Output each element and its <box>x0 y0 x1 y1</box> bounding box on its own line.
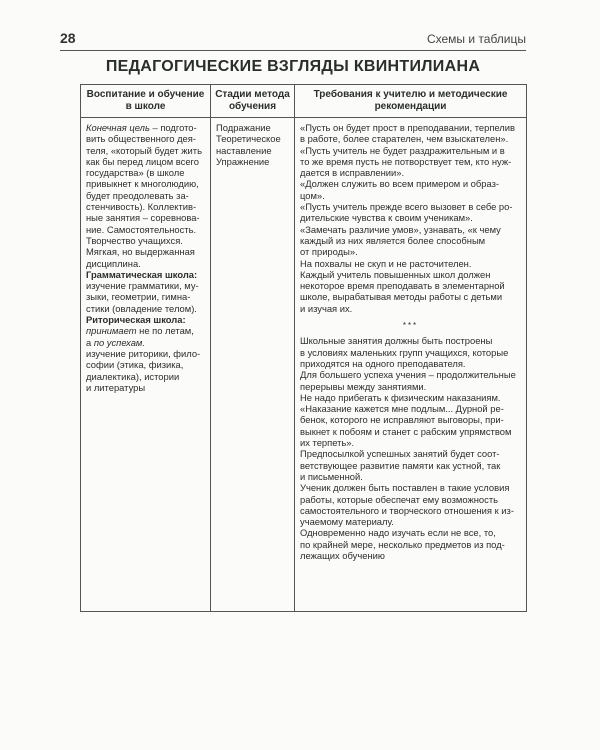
table-row <box>81 118 527 612</box>
grammar-school-heading: Грамматическая школа: <box>86 268 198 280</box>
text-line: в работе, более старателен, чем взыскателен». <box>300 133 509 145</box>
text-line: привыкнет к многолюдию, <box>86 178 199 190</box>
text-line: изучение риторики, фило- <box>86 347 201 359</box>
method-stages-cell <box>211 118 295 612</box>
rhetoric-admission-line: принимает не по летам, <box>86 325 194 337</box>
text-line: работы, которые обеспечат ему возможность <box>300 493 499 505</box>
text-line: каждый из них является более способным <box>300 234 486 246</box>
page-title: ПЕДАГОГИЧЕСКИЕ ВЗГЛЯДЫ КВИНТИЛИАНА <box>105 58 481 75</box>
running-title: Схемы и таблицы <box>426 32 526 46</box>
page-number: 28 <box>60 30 76 46</box>
teacher-requirements-cell <box>295 118 527 612</box>
text-line: ные занятия – соревнова- <box>86 212 200 224</box>
text-line: теля, «который будет жить <box>86 144 202 156</box>
page-header <box>60 30 526 51</box>
text-line: то же время пусть не потворствует тем, кто нуж- <box>300 155 512 167</box>
text-line: «Замечать различие умов», узнавать, «к чему <box>300 223 501 235</box>
text-line: лежащих обучению <box>300 549 385 561</box>
method-stage: Упражнение <box>216 155 270 167</box>
text-line: Каждый учитель повышенных школ должен <box>300 268 491 280</box>
text-line: Одновременно надо изучать если не все, то, <box>300 527 496 539</box>
text-line: вить общественного дея- <box>86 133 196 145</box>
text-line: изучение грамматики, му- <box>86 280 199 292</box>
text-line: в условиях маленьких групп учащихся, которые <box>300 346 509 358</box>
text-line: дается в исправлении». <box>300 167 405 179</box>
text-line: бенок, которого не исправляют выговоры, при- <box>300 414 504 426</box>
text-line: софии (этика, физика, <box>86 359 184 371</box>
requirements-part-2 <box>300 335 521 561</box>
text-line: перерывы между занятиями. <box>300 380 427 392</box>
text-line: ветствующее развитие памяти как устной, так <box>300 459 501 471</box>
text-line: учаемому материалу. <box>300 516 394 528</box>
text-line: «Пусть учитель прежде всего вызовет в себе ро- <box>300 201 513 213</box>
text-line: дисциплина. <box>86 257 141 269</box>
text-line: их терпеть». <box>300 437 355 449</box>
text-line: Мягкая, но выдержанная <box>86 246 195 258</box>
text-line: «Наказание кажется мне подлым... Дурной ре- <box>300 403 504 415</box>
goal-line: Конечная цель – подгото- <box>86 122 197 133</box>
education-cell <box>81 118 211 612</box>
text-line: как бы перед лицом всего <box>86 155 199 167</box>
goal-term: Конечная цель <box>86 122 150 133</box>
text-line: стенчивость). Коллектив- <box>86 201 197 213</box>
text-line: и изучая их. <box>300 302 353 314</box>
method-stage: Теоретическое <box>216 133 281 145</box>
rhetoric-success-line: а по успехам. <box>86 336 145 348</box>
text-line: некоторое время преподавать в элементарной <box>300 280 505 292</box>
text-line: «Должен служить во всем примером и образ- <box>300 178 500 190</box>
column-header-teacher-requirements: Требования к учителю и методические рекомендации <box>295 85 527 118</box>
text-line: выкнет к побоям и станет с рабским упрямством <box>300 425 512 437</box>
column-header-method-stages: Стадии метода обучения <box>211 85 295 118</box>
table-header-row <box>81 85 527 118</box>
text-line: по крайней мере, несколько предметов из под- <box>300 538 505 550</box>
text-line: Ученик должен быть поставлен в такие условия <box>300 482 510 494</box>
text-line: «Пусть он будет прост в преподавании, терпелив <box>300 122 515 133</box>
text-line: цом». <box>300 189 325 201</box>
column-header-education: Воспитание и обучение в школе <box>81 85 211 118</box>
text-line: На похвалы не скуп и не расточителен. <box>300 257 472 269</box>
text-line: зыки, геометрии, гимна- <box>86 291 191 303</box>
text-line: от природы». <box>300 246 358 258</box>
text-line: Не надо прибегать к физическим наказаниям. <box>300 391 501 403</box>
quintilian-table <box>80 84 527 612</box>
text-line: самостоятельного и творческого отношения к из- <box>300 504 514 516</box>
rhetoric-school-heading: Риторическая школа: <box>86 314 186 326</box>
text-line: Творчество учащихся. <box>86 234 183 246</box>
text-line: будет преодолевать за- <box>86 189 189 201</box>
text-line: ние. Самостоятельность. <box>86 223 197 235</box>
section-separator: *** <box>402 321 419 331</box>
text-line: дительские чувства к своим ученикам». <box>300 212 473 224</box>
text-line: Для большего успеха учения – продолжительные <box>300 369 516 381</box>
text-line: школе, вырабатывая методы работы с детьми <box>300 291 503 303</box>
text-line: государства» (в школе <box>86 167 185 179</box>
text-line: диалектика), истории <box>86 370 180 382</box>
text-line: Школьные занятия должны быть построены <box>300 335 493 347</box>
method-stage: Подражание <box>216 122 271 133</box>
text-line: и письменной. <box>300 470 363 482</box>
requirements-part-1 <box>300 122 521 314</box>
text-line: и литературы <box>86 381 146 393</box>
text-line: «Пусть учитель не будет раздражительным и в <box>300 144 505 156</box>
text-line: приходятся на одного преподавателя. <box>300 357 466 369</box>
method-stage: наставление <box>216 144 272 156</box>
text-line: Предпосылкой успешных занятий будет соот- <box>300 448 500 460</box>
text-line: стики (овладение телом). <box>86 302 197 314</box>
